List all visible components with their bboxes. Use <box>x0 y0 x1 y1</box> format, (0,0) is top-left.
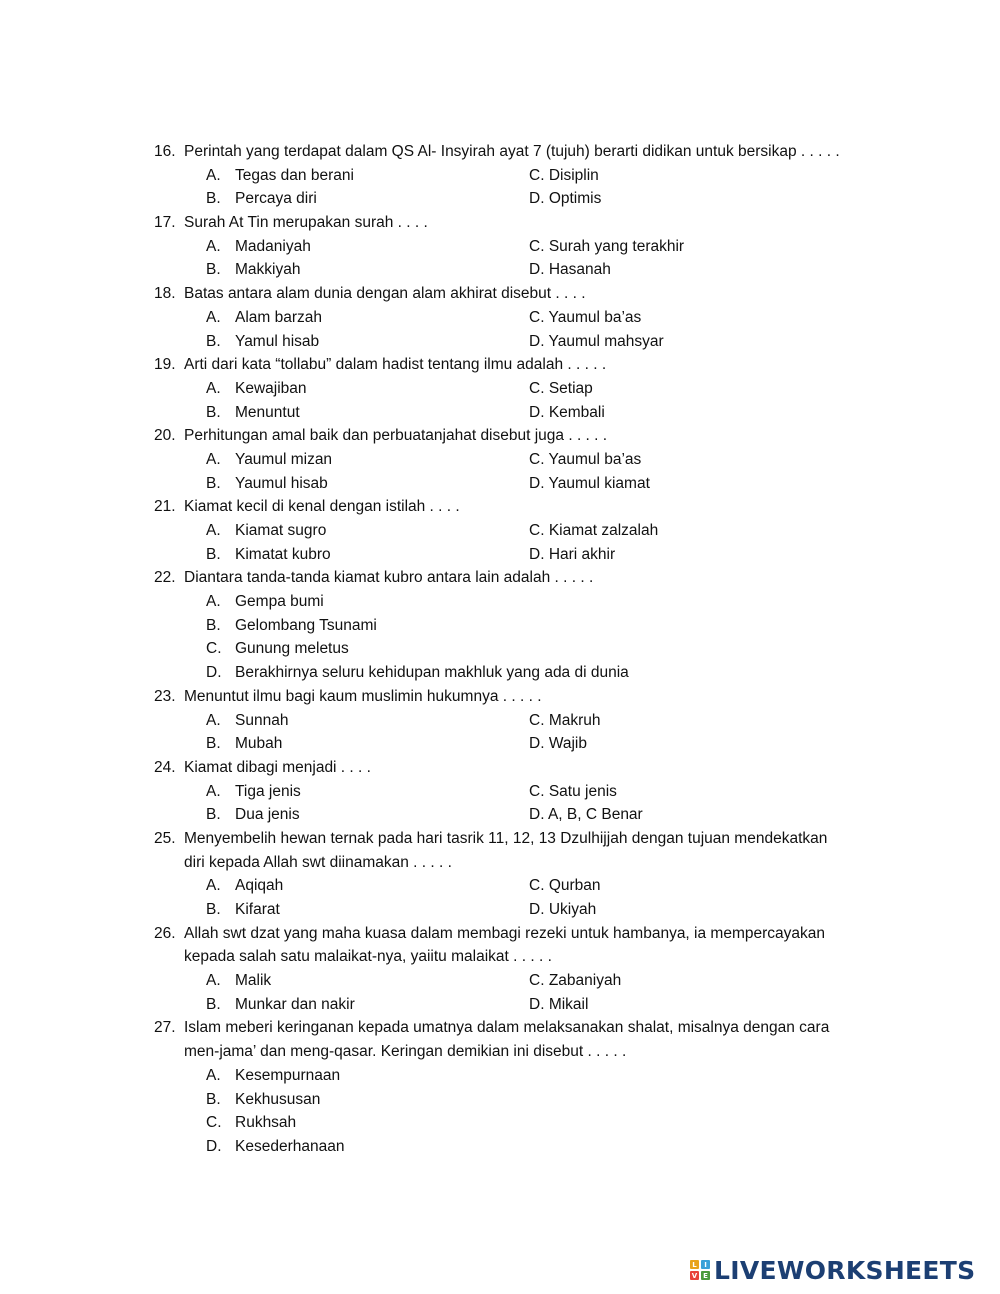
question-text: Kiamat kecil di kenal dengan istilah . . . . <box>184 498 460 516</box>
option-letter: B. <box>206 735 221 753</box>
option-letter: D. <box>529 806 545 824</box>
question-line-continued <box>0 945 1000 969</box>
option-text: Optimis <box>548 190 602 208</box>
option-text: Tegas dan berani <box>235 166 354 184</box>
option-text: Zabaniyah <box>548 972 622 990</box>
option-letter: D. <box>529 474 545 492</box>
question-number: 26. <box>154 924 176 942</box>
option-letter: A. <box>206 166 221 184</box>
question-text: diri kepada Allah swt diinamakan . . . . . <box>184 853 452 871</box>
question-16 <box>0 140 1000 211</box>
question-number: 20. <box>154 427 176 445</box>
option-text: Kiamat sugro <box>235 522 327 539</box>
option-text: Gelombang Tsunami <box>235 616 377 634</box>
question-19 <box>0 353 1000 424</box>
answer-option[interactable] <box>529 780 617 804</box>
question-line <box>0 827 1000 851</box>
option-row <box>0 543 1000 567</box>
option-letter: C. <box>206 640 222 658</box>
question-line <box>0 495 1000 519</box>
question-20 <box>0 424 1000 495</box>
option-text: Kekhususan <box>235 1090 321 1108</box>
option-letter: B. <box>206 474 221 492</box>
question-number: 19. <box>154 356 176 374</box>
option-letter: A. <box>206 1066 221 1084</box>
question-line <box>0 424 1000 448</box>
option-text: Wajib <box>548 735 587 753</box>
question-number: 25. <box>154 829 176 847</box>
option-letter: B. <box>206 261 221 279</box>
answer-option[interactable] <box>529 898 596 922</box>
option-text: Sunnah <box>235 711 289 729</box>
option-row <box>0 780 1000 804</box>
option-text: Kiamat zalzalah <box>548 522 659 539</box>
option-row <box>0 330 1000 354</box>
option-row <box>0 519 1000 543</box>
question-text: Perintah yang terdapat dalam QS Al- Insyirah ayat 7 (tujuh) berarti didikan untuk bersikap . . . . . <box>184 143 840 160</box>
question-21 <box>0 495 1000 566</box>
option-text: Mikail <box>548 995 589 1013</box>
option-letter: B. <box>206 1090 221 1108</box>
answer-option[interactable] <box>529 543 615 567</box>
option-letter: C. <box>206 1114 222 1132</box>
option-letter: D. <box>529 261 545 279</box>
option-row <box>0 1111 1000 1135</box>
question-line <box>0 1016 1000 1040</box>
option-text: Kifarat <box>235 901 280 918</box>
answer-option[interactable] <box>529 448 641 472</box>
option-letter: C. <box>529 782 545 800</box>
option-letter: C. <box>529 877 545 895</box>
question-text: kepada salah satu malaikat-nya, yaiitu malaikat . . . . . <box>184 948 552 966</box>
question-line <box>0 140 1000 164</box>
answer-option[interactable] <box>529 235 684 259</box>
question-line <box>0 685 1000 709</box>
answer-option[interactable] <box>529 732 587 756</box>
option-text: Yaumul ba’as <box>548 450 642 468</box>
option-letter: B. <box>206 995 221 1013</box>
question-24 <box>0 756 1000 827</box>
option-letter: C. <box>529 166 545 184</box>
option-text: Berakhirnya seluru kehidupan makhluk yang ada di dunia <box>235 664 629 682</box>
option-letter: D. <box>529 995 545 1013</box>
option-letter: D. <box>529 901 545 918</box>
option-text: Alam barzah <box>235 308 323 326</box>
option-text: Kesempurnaan <box>235 1066 341 1084</box>
question-27 <box>0 1016 1000 1158</box>
option-letter: B. <box>206 806 221 824</box>
option-letter: B. <box>206 901 221 918</box>
option-text: Gunung meletus <box>235 640 349 658</box>
option-letter: C. <box>529 379 545 397</box>
option-row <box>0 306 1000 330</box>
option-letter: D. <box>529 403 545 421</box>
option-text: Surah yang terakhir <box>548 237 685 255</box>
answer-option[interactable] <box>529 519 658 543</box>
option-text: Madaniyah <box>235 237 311 255</box>
option-text: Dua jenis <box>235 806 300 824</box>
question-text: Menuntut ilmu bagi kaum muslimin hukumnya . . . . . <box>184 687 542 705</box>
option-row <box>0 472 1000 496</box>
question-text: Allah swt dzat yang maha kuasa dalam membagi rezeki untuk hambanya, ia mempercayakan <box>184 924 825 942</box>
answer-option[interactable] <box>529 306 641 330</box>
logo-letter-e: E <box>701 1271 710 1280</box>
answer-option[interactable] <box>529 472 650 496</box>
worksheet-questions <box>0 140 1000 1159</box>
option-letter: A. <box>206 237 221 255</box>
question-number: 18. <box>154 285 176 303</box>
question-23 <box>0 685 1000 756</box>
option-text: Ukiyah <box>548 901 597 918</box>
question-line <box>0 922 1000 946</box>
answer-option[interactable] <box>529 993 588 1017</box>
question-text: Islam meberi keringanan kepada umatnya dalam melaksanakan shalat, misalnya dengan cara <box>184 1019 830 1037</box>
option-row <box>0 377 1000 401</box>
option-letter: A. <box>206 711 221 729</box>
option-letter: C. <box>529 450 545 468</box>
option-letter: C. <box>529 972 545 990</box>
question-text: Diantara tanda-tanda kiamat kubro antara lain adalah . . . . . <box>184 569 594 587</box>
option-row <box>0 993 1000 1017</box>
option-letter: C. <box>529 522 545 539</box>
question-17 <box>0 211 1000 282</box>
question-number: 17. <box>154 214 176 232</box>
question-line <box>0 756 1000 780</box>
option-row <box>0 235 1000 259</box>
option-row <box>0 709 1000 733</box>
question-number: 21. <box>154 498 176 516</box>
option-letter: C. <box>529 308 545 326</box>
option-text: Yaumul kiamat <box>548 474 650 492</box>
option-text: Disiplin <box>548 166 599 184</box>
question-number: 16. <box>154 143 176 160</box>
question-25 <box>0 827 1000 922</box>
option-row <box>0 164 1000 188</box>
option-text: Yaumul mizan <box>235 450 333 468</box>
liveworksheets-logo-icon <box>690 1260 710 1280</box>
option-letter: D. <box>206 664 222 682</box>
option-text: Tiga jenis <box>235 782 301 800</box>
option-text: Menuntut <box>235 403 300 421</box>
option-row <box>0 614 1000 638</box>
question-number: 23. <box>154 687 176 705</box>
answer-option[interactable] <box>529 401 605 425</box>
option-text: Setiap <box>548 379 593 397</box>
answer-option[interactable] <box>529 377 593 401</box>
option-text: Qurban <box>548 877 601 895</box>
option-text: Kimatat kubro <box>235 545 331 563</box>
option-letter: D. <box>529 332 545 350</box>
answer-option[interactable] <box>529 969 621 993</box>
answer-option[interactable] <box>529 709 601 733</box>
question-number: 24. <box>154 758 176 776</box>
option-letter: D. <box>529 545 545 563</box>
option-row <box>0 637 1000 661</box>
option-text: Yamul hisab <box>235 332 320 350</box>
option-letter: A. <box>206 972 221 990</box>
answer-option[interactable] <box>529 258 611 282</box>
liveworksheets-logo <box>690 1256 975 1284</box>
option-row <box>0 1135 1000 1159</box>
option-row <box>0 969 1000 993</box>
option-letter: A. <box>206 782 221 800</box>
option-text: Munkar dan nakir <box>235 995 355 1013</box>
option-text: Percaya diri <box>235 190 317 208</box>
option-text: Gempa bumi <box>235 593 324 611</box>
question-line <box>0 211 1000 235</box>
question-text: Batas antara alam dunia dengan alam akhirat disebut . . . . <box>184 285 586 303</box>
option-text: Mubah <box>235 735 283 753</box>
option-row <box>0 1064 1000 1088</box>
option-text: A, B, C Benar <box>547 806 643 824</box>
option-letter: D. <box>529 735 545 753</box>
option-row <box>0 448 1000 472</box>
answer-option[interactable] <box>529 803 643 827</box>
question-text: Arti dari kata “tollabu” dalam hadist tentang ilmu adalah . . . . . <box>184 356 607 374</box>
option-letter: B. <box>206 616 221 634</box>
question-text: Surah At Tin merupakan surah . . . . <box>184 214 428 232</box>
option-letter: A. <box>206 308 221 326</box>
option-row <box>0 258 1000 282</box>
option-text: Satu jenis <box>548 782 617 800</box>
answer-option[interactable] <box>529 874 601 898</box>
option-text: Aqiqah <box>235 877 284 895</box>
option-text: Makruh <box>548 711 601 729</box>
option-letter: B. <box>206 190 221 208</box>
option-text: Hasanah <box>548 261 611 279</box>
option-letter: D. <box>529 190 545 208</box>
question-number: 27. <box>154 1019 176 1037</box>
option-text: Rukhsah <box>235 1114 297 1132</box>
option-letter: A. <box>206 522 221 539</box>
option-letter: B. <box>206 332 221 350</box>
option-letter: D. <box>206 1137 222 1155</box>
option-letter: A. <box>206 877 221 895</box>
question-text: men-jama’ dan meng-qasar. Keringan demikian ini disebut . . . . . <box>184 1043 627 1061</box>
option-text: Hari akhir <box>548 545 616 563</box>
answer-option[interactable] <box>529 330 664 354</box>
option-text: Kewajiban <box>235 379 307 397</box>
logo-letter-l: L <box>690 1260 699 1269</box>
option-row <box>0 401 1000 425</box>
option-letter: B. <box>206 545 221 563</box>
option-letter: C. <box>529 237 545 255</box>
option-text: Kembali <box>548 403 605 421</box>
question-line <box>0 353 1000 377</box>
option-letter: A. <box>206 593 221 611</box>
option-text: Makkiyah <box>235 261 301 279</box>
answer-option[interactable] <box>529 187 601 211</box>
option-row <box>0 732 1000 756</box>
option-row <box>0 1088 1000 1112</box>
logo-letter-i: I <box>701 1260 710 1269</box>
option-letter: A. <box>206 379 221 397</box>
option-text: Yaumul mahsyar <box>548 332 664 350</box>
option-row <box>0 803 1000 827</box>
question-number: 22. <box>154 569 176 587</box>
question-26 <box>0 922 1000 1017</box>
question-line-continued <box>0 851 1000 875</box>
question-text: Perhitungan amal baik dan perbuatanjahat disebut juga . . . . . <box>184 427 608 445</box>
question-line <box>0 282 1000 306</box>
option-row <box>0 661 1000 685</box>
option-letter: C. <box>529 711 545 729</box>
option-text: Yaumul hisab <box>235 474 328 492</box>
question-line <box>0 566 1000 590</box>
question-22 <box>0 566 1000 684</box>
option-text: Yaumul ba’as <box>548 308 642 326</box>
answer-option[interactable] <box>529 164 599 188</box>
question-18 <box>0 282 1000 353</box>
question-text: Kiamat dibagi menjadi . . . . <box>184 758 371 776</box>
option-text: Malik <box>235 972 272 990</box>
option-row <box>0 590 1000 614</box>
option-text: Kesederhanaan <box>235 1137 345 1155</box>
option-letter: B. <box>206 403 221 421</box>
option-row <box>0 898 1000 922</box>
logo-letter-v: V <box>691 1271 698 1280</box>
brand-name: LIVEWORKSHEETS <box>714 1255 976 1285</box>
option-row <box>0 874 1000 898</box>
question-text: Menyembelih hewan ternak pada hari tasrik 11, 12, 13 Dzulhijjah dengan tujuan mendekatkan <box>184 829 828 847</box>
option-letter: A. <box>206 450 221 468</box>
option-row <box>0 187 1000 211</box>
question-line-continued <box>0 1040 1000 1064</box>
